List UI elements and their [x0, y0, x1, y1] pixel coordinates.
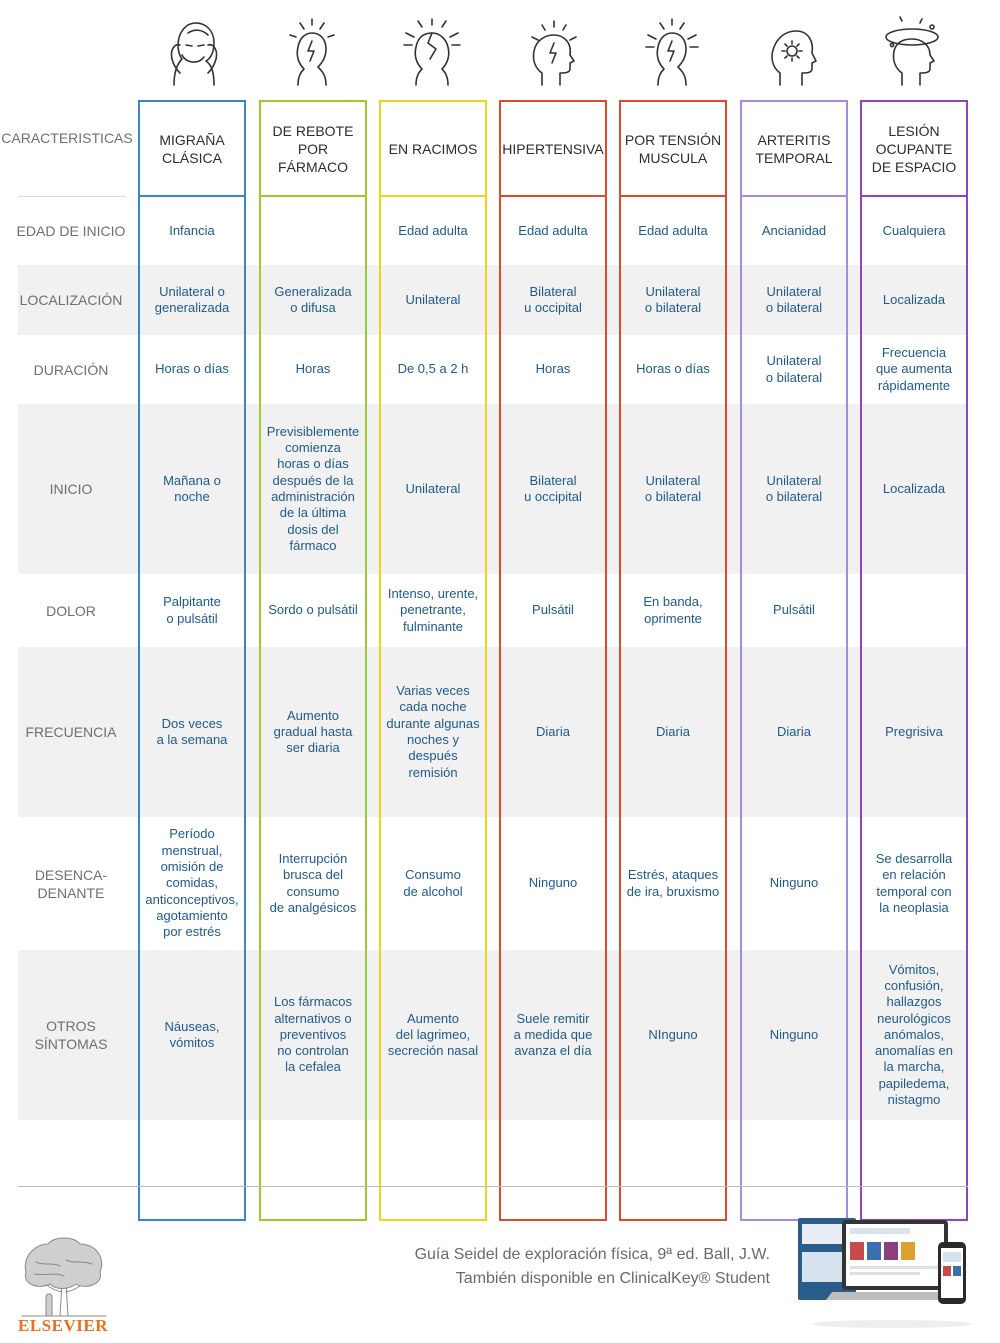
table-cell: Los fármacos alternativos o preventivos no controlan la cefalea	[273, 994, 353, 1075]
column-title: EN RACIMOS	[379, 100, 487, 197]
table-cell: Pulsátil	[773, 602, 815, 618]
table-cell: Ninguno	[528, 875, 578, 891]
table-cell: Diaria	[777, 723, 811, 739]
table-cell: Unilateral o bilateral	[765, 353, 823, 385]
table-cell: Diaria	[536, 723, 570, 739]
head-bolt-tension-icon	[632, 15, 712, 90]
table-cell	[259, 197, 367, 265]
row-label: OTROS SÍNTOMAS	[34, 1018, 108, 1052]
footer-line-2: También disponible en ClinicalKey® Student	[455, 1270, 770, 1287]
row-label: EDAD DE INICIO	[16, 223, 126, 239]
table-cell: Unilateral o bilateral	[644, 283, 702, 315]
table-cell	[860, 574, 968, 647]
table-cell: Ninguno	[769, 1026, 819, 1042]
table-cell: Unilateral	[405, 480, 461, 496]
table-cell: Ancianidad	[761, 222, 827, 238]
row-label: DOLOR	[46, 602, 96, 619]
table-cell: Palpitante o pulsátil	[163, 594, 221, 626]
table-cell: Infancia	[169, 222, 215, 238]
table-cell: Intenso, urente, penetrante, fulminante	[387, 586, 479, 634]
row-label: LOCALIZACIÓN	[19, 292, 123, 308]
table-cell: Unilateral o generalizada	[154, 283, 230, 315]
table-cell: Varias veces cada noche durante algunas noches y después remisión	[386, 683, 480, 780]
table-cell: Suele remitir a medida que avanza el día	[513, 1010, 593, 1059]
head-profile-bolt-hypertensive-icon	[512, 15, 592, 90]
table-cell: Edad adulta	[398, 222, 468, 238]
table-cell: NInguno	[648, 1026, 698, 1042]
table-cell: Pulsátil	[532, 602, 574, 618]
table-cell: Aumento del lagrimeo, secreción nasal	[387, 1010, 479, 1059]
table-cell: Dos veces a la semana	[156, 715, 228, 747]
book-laptop-phone-icon	[792, 1212, 972, 1330]
table-cell: Horas o días	[636, 361, 710, 377]
column-title: LESIÓN OCUPANTE DE ESPACIO	[860, 100, 968, 197]
table-cell: Período menstrual, omisión de comidas, anticonceptivos, agotamiento por estrés	[145, 826, 239, 940]
table-cell: Unilateral o bilateral	[765, 283, 823, 315]
table-cell: Ninguno	[769, 875, 819, 891]
head-profile-burst-arteritis-icon	[752, 15, 832, 90]
table-cell: Horas o días	[155, 361, 229, 377]
table-cell: Unilateral	[405, 291, 461, 307]
table-cell: Aumento gradual hasta ser diaria	[273, 707, 353, 756]
footer-citation	[415, 1243, 770, 1291]
row-label: DURACIÓN	[33, 361, 109, 378]
table-cell: Mañana o noche	[163, 472, 221, 504]
head-cracked-cluster-icon	[392, 15, 472, 90]
table-cell: Horas	[295, 361, 331, 377]
column-title: ARTERITIS TEMPORAL	[740, 100, 848, 197]
table-cell: Bilateral u occipital	[524, 472, 582, 504]
table-cell: Vómitos, confusión, hallazgos neurológicos anómalos, anomalías en la marcha, papiledema, nistagmo	[874, 961, 954, 1108]
table-cell: Frecuencia que aumenta rápidamente	[876, 345, 952, 393]
row-label: DESENCA- DENANTE	[34, 866, 108, 901]
table-cell: De 0,5 a 2 h	[397, 361, 469, 377]
table-cell: Edad adulta	[518, 222, 588, 238]
column-title: POR TENSIÓN MUSCULA	[619, 100, 727, 197]
table-cell: Unilateral o bilateral	[765, 472, 823, 504]
head-orbit-lesion-icon	[872, 15, 952, 90]
table-cell: Previsiblemente comienza horas o días después de la administración de la última dosis del fármaco	[266, 423, 360, 553]
table-cell: Bilateral u occipital	[524, 283, 582, 315]
table-cell: Sordo o pulsátil	[268, 602, 358, 618]
column-title: HIPERTENSIVA	[499, 100, 607, 197]
table-cell: Generalizada o difusa	[274, 283, 352, 315]
table-cell: Náuseas, vómitos	[164, 1018, 220, 1050]
column-title: DE REBOTE POR FÁRMACO	[259, 100, 367, 197]
table-cell: Se desarrolla en relación temporal con la neoplasia	[875, 850, 953, 915]
table-cell: Localizada	[882, 480, 946, 496]
row-label: FRECUENCIA	[25, 724, 117, 740]
table-cell: Pregrisiva	[885, 723, 943, 739]
elsevier-logo-text: ELSEVIER	[18, 1316, 108, 1335]
table-cell: Localizada	[882, 291, 946, 307]
table-cell: Cualquiera	[882, 222, 946, 238]
footer-divider	[18, 1186, 968, 1187]
table-cell: Horas	[535, 361, 571, 377]
column-title: MIGRAÑA CLÁSICA	[138, 100, 246, 197]
table-cell: Unilateral o bilateral	[644, 472, 702, 504]
row-label: INICIO	[49, 481, 93, 497]
table-cell: Diaria	[656, 723, 690, 739]
table-cell: Consumo de alcohol	[403, 867, 463, 899]
header-label: CARACTERISTICAS	[1, 130, 133, 146]
footer-line-1: Guía Seidel de exploración física, 9ª ed. Ball, J.W.	[414, 1246, 770, 1263]
table-cell: Estrés, ataques de ira, bruxismo	[626, 867, 720, 899]
head-hands-migraine-icon	[152, 15, 232, 90]
head-bolt-rebound-icon	[272, 15, 352, 90]
table-cell: Interrupción brusca del consumo de analgésicos	[269, 850, 357, 915]
table-cell: Edad adulta	[638, 222, 708, 238]
table-cell: En banda, oprimente	[643, 594, 703, 626]
